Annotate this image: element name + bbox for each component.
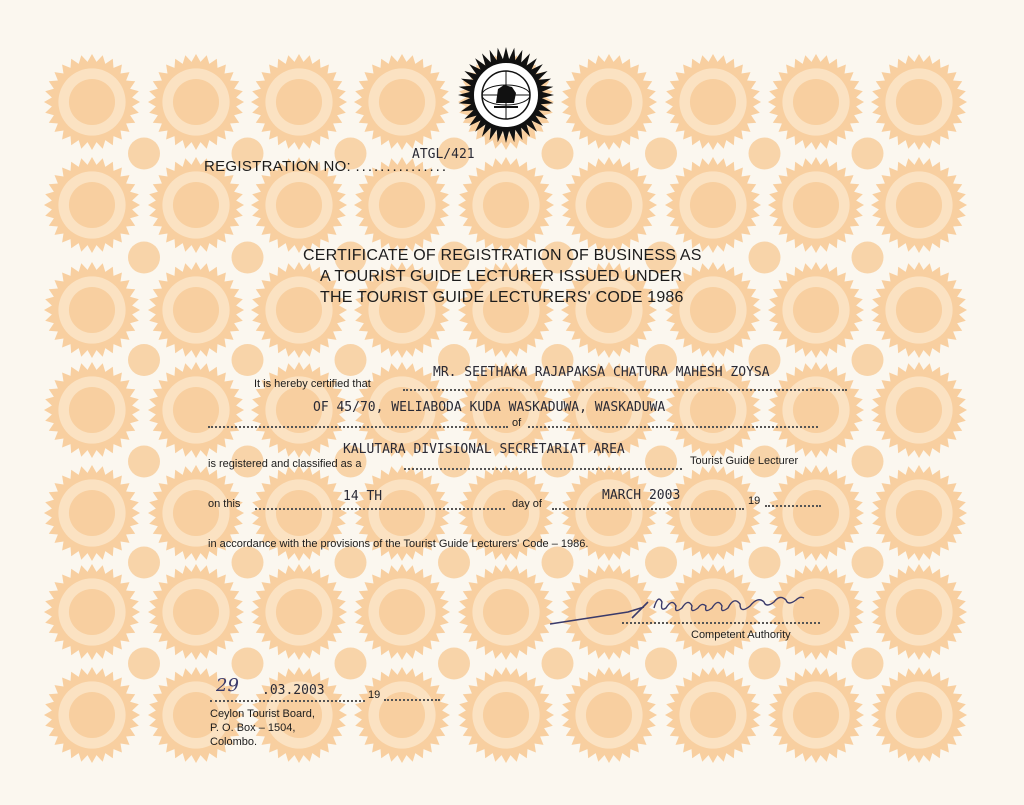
seal-motif bbox=[251, 564, 347, 660]
small-seal-motif bbox=[749, 138, 781, 170]
small-seal-motif bbox=[542, 648, 574, 680]
day-of-label: day of bbox=[512, 498, 542, 510]
seal-motif bbox=[44, 157, 140, 253]
small-seal-motif bbox=[438, 648, 470, 680]
seal-motif bbox=[871, 667, 967, 763]
on-this-label: on this bbox=[208, 498, 241, 510]
seal-motif bbox=[148, 362, 244, 458]
board-address-line-2: P. O. Box – 1504, bbox=[210, 722, 296, 734]
small-seal-motif bbox=[128, 547, 160, 579]
seal-motif bbox=[44, 667, 140, 763]
small-seal-motif bbox=[542, 547, 574, 579]
seal-motif bbox=[44, 262, 140, 358]
of-label: of bbox=[512, 417, 522, 429]
seal-motif bbox=[871, 54, 967, 150]
small-seal-motif bbox=[128, 344, 160, 376]
year-line bbox=[765, 505, 821, 507]
holder-name: MR. SEETHAKA RAJAPAKSA CHATURA MAHESH ZOYSA bbox=[433, 365, 770, 380]
small-seal-motif bbox=[335, 648, 367, 680]
year-prefix: 19 bbox=[748, 495, 761, 507]
seal-motif bbox=[768, 54, 864, 150]
small-seal-motif bbox=[438, 547, 470, 579]
small-seal-motif bbox=[232, 344, 264, 376]
small-seal-motif bbox=[852, 446, 884, 478]
issue-date-value: .03.2003 bbox=[262, 683, 325, 698]
seal-motif bbox=[44, 54, 140, 150]
small-seal-motif bbox=[749, 242, 781, 274]
issue-year-prefix: 19 bbox=[368, 689, 381, 701]
seal-motif bbox=[354, 564, 450, 660]
accordance-text: in accordance with the provisions of the Tourist Guide Lecturers' Code – 1986. bbox=[208, 538, 589, 550]
small-seal-motif bbox=[645, 446, 677, 478]
registration-label: REGISTRATION NO: ............... bbox=[204, 158, 449, 175]
handwritten-day: 29 bbox=[216, 675, 239, 696]
seal-motif bbox=[44, 564, 140, 660]
issue-year-line bbox=[384, 699, 440, 701]
seal-motif bbox=[148, 262, 244, 358]
classification-line bbox=[404, 468, 682, 470]
small-seal-motif bbox=[852, 138, 884, 170]
address-line-right bbox=[528, 426, 818, 428]
seal-motif bbox=[768, 667, 864, 763]
seal-motif bbox=[354, 667, 450, 763]
small-seal-motif bbox=[128, 446, 160, 478]
seal-motif bbox=[871, 362, 967, 458]
small-seal-motif bbox=[852, 648, 884, 680]
seal-motif bbox=[768, 157, 864, 253]
small-seal-motif bbox=[128, 138, 160, 170]
small-seal-motif bbox=[232, 242, 264, 274]
board-address bbox=[210, 707, 315, 749]
seal-motif bbox=[561, 667, 657, 763]
seal-motif bbox=[148, 54, 244, 150]
small-seal-motif bbox=[749, 547, 781, 579]
seal-motif bbox=[44, 465, 140, 561]
seal-motif bbox=[561, 157, 657, 253]
month-value: MARCH 2003 bbox=[602, 488, 681, 503]
small-seal-motif bbox=[335, 344, 367, 376]
board-address-line-1: Ceylon Tourist Board, bbox=[210, 708, 315, 720]
seal-motif bbox=[251, 54, 347, 150]
board-address-line-3: Colombo. bbox=[210, 736, 258, 748]
small-seal-motif bbox=[335, 547, 367, 579]
certificate-title-line-2: A TOURIST GUIDE LECTURER ISSUED UNDER bbox=[320, 268, 683, 285]
holder-address: OF 45/70, WELIABODA KUDA WASKADUWA, WASKADUWA bbox=[313, 400, 666, 415]
handwritten-signature bbox=[548, 588, 848, 633]
registration-number: ATGL/421 bbox=[412, 147, 475, 162]
seal-motif bbox=[44, 362, 140, 458]
seal-motif bbox=[148, 564, 244, 660]
seal-motif bbox=[871, 465, 967, 561]
seal-motif bbox=[768, 465, 864, 561]
seal-motif bbox=[871, 564, 967, 660]
small-seal-motif bbox=[749, 648, 781, 680]
small-seal-motif bbox=[128, 242, 160, 274]
seal-motif bbox=[871, 262, 967, 358]
registered-prefix: is registered and classified as a bbox=[208, 458, 362, 470]
seal-motif bbox=[768, 362, 864, 458]
day-line bbox=[255, 508, 505, 510]
small-seal-motif bbox=[645, 547, 677, 579]
small-seal-motif bbox=[645, 138, 677, 170]
signature-line bbox=[622, 622, 820, 624]
holder-name-line bbox=[403, 389, 847, 391]
small-seal-motif bbox=[852, 547, 884, 579]
seal-motif bbox=[665, 54, 761, 150]
seal-motif bbox=[458, 157, 554, 253]
competent-authority-label: Competent Authority bbox=[691, 629, 791, 641]
seal-motif bbox=[458, 564, 554, 660]
day-value: 14 TH bbox=[343, 489, 383, 504]
certified-prefix: It is hereby certified that bbox=[254, 378, 371, 390]
seal-motif bbox=[561, 54, 657, 150]
small-seal-motif bbox=[128, 648, 160, 680]
tourist-board-emblem-icon bbox=[456, 45, 556, 145]
small-seal-motif bbox=[852, 242, 884, 274]
seal-motif bbox=[871, 157, 967, 253]
certificate-title-line-1: CERTIFICATE OF REGISTRATION OF BUSINESS AS bbox=[303, 247, 702, 264]
classification-suffix: Tourist Guide Lecturer bbox=[690, 455, 799, 467]
seal-motif bbox=[354, 54, 450, 150]
seal-motif bbox=[768, 262, 864, 358]
area-value: KALUTARA DIVISIONAL SECRETARIAT AREA bbox=[343, 442, 625, 457]
seal-motif bbox=[458, 667, 554, 763]
seal-motif bbox=[665, 465, 761, 561]
month-line bbox=[552, 508, 744, 510]
issue-date-line bbox=[210, 700, 365, 702]
small-seal-motif bbox=[232, 547, 264, 579]
small-seal-motif bbox=[852, 344, 884, 376]
small-seal-motif bbox=[645, 648, 677, 680]
address-line-left bbox=[208, 426, 508, 428]
seal-motif bbox=[665, 667, 761, 763]
certificate-title-line-3: THE TOURIST GUIDE LECTURERS' CODE 1986 bbox=[320, 289, 684, 306]
seal-motif bbox=[665, 157, 761, 253]
